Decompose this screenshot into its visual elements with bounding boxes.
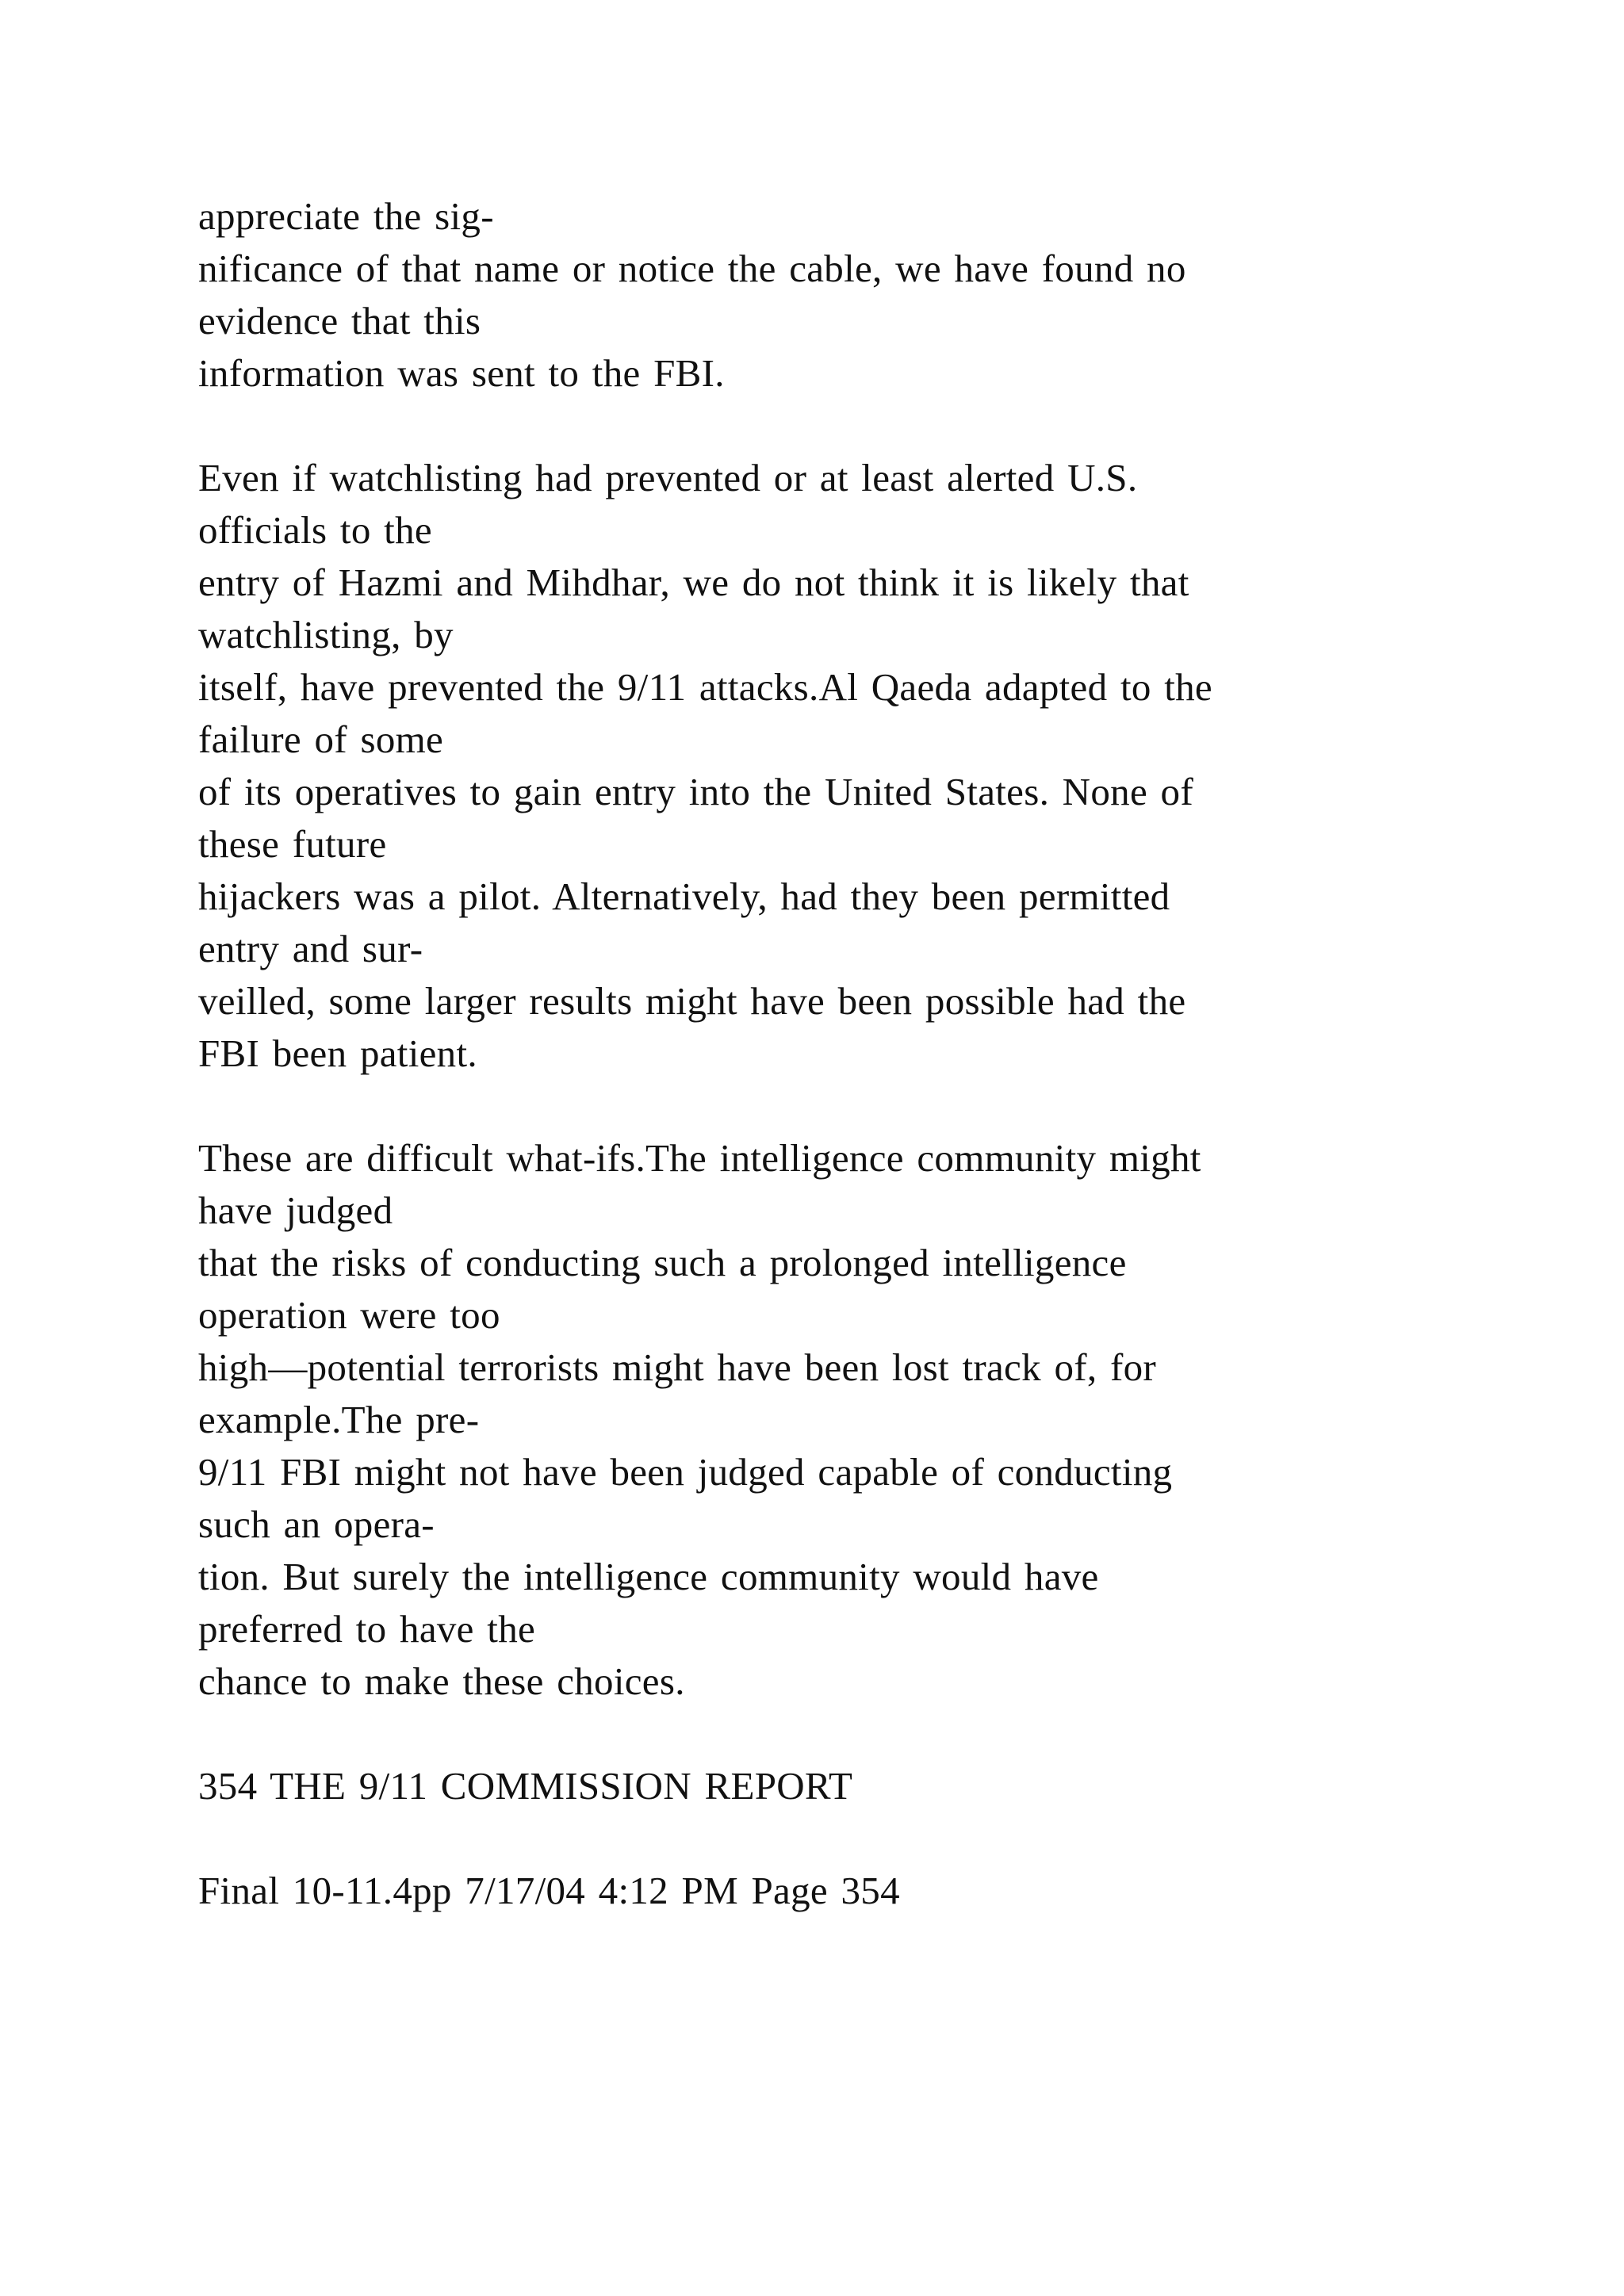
paragraph-3 [198, 1132, 1467, 1708]
text-line: high—potential terrorists might have been lost track of, for [198, 1345, 1157, 1389]
text-line: example.The pre- [198, 1398, 480, 1441]
document-page [198, 190, 1467, 1917]
text-line: These are difficult what-ifs.The intelligence community might [198, 1136, 1201, 1180]
text-line: failure of some [198, 718, 444, 761]
text-line: of its operatives to gain entry into the United States. None of [198, 770, 1193, 813]
text-line: evidence that this [198, 299, 481, 342]
text-line: have judged [198, 1188, 393, 1232]
text-line: nificance of that name or notice the cable, we have found no [198, 247, 1186, 290]
running-footer: 354 THE 9/11 COMMISSION REPORT [198, 1764, 853, 1808]
text-line: itself, have prevented the 9/11 attacks.Al Qaeda adapted to the [198, 665, 1212, 709]
text-line: operation were too [198, 1293, 500, 1337]
text-line: appreciate the sig- [198, 194, 494, 238]
paragraph-2 [198, 452, 1467, 1080]
text-line: chance to make these choices. [198, 1659, 685, 1703]
text-line: tion. But surely the intelligence community would have [198, 1555, 1099, 1598]
text-line: Even if watchlisting had prevented or at least alerted U.S. [198, 456, 1138, 499]
paragraph-spacer [198, 400, 1467, 452]
text-line: such an opera- [198, 1502, 435, 1546]
text-line: officials to the [198, 508, 432, 552]
paragraph-spacer [198, 1080, 1467, 1132]
paragraph-spacer [198, 1708, 1467, 1760]
slug-line: Final 10-11.4pp 7/17/04 4:12 PM Page 354 [198, 1869, 900, 1912]
text-line: preferred to have the [198, 1607, 536, 1651]
paragraph-1 [198, 190, 1467, 400]
text-line: these future [198, 822, 387, 866]
text-line: veilled, some larger results might have been possible had the [198, 979, 1186, 1023]
text-line: watchlisting, by [198, 613, 454, 656]
text-line: entry of Hazmi and Mihdhar, we do not think it is likely that [198, 561, 1189, 604]
text-line: FBI been patient. [198, 1031, 477, 1075]
text-line: information was sent to the FBI. [198, 351, 725, 395]
text-line: 9/11 FBI might not have been judged capable of conducting [198, 1450, 1173, 1494]
text-line: that the risks of conducting such a prolonged intelligence [198, 1241, 1127, 1284]
text-line: entry and sur- [198, 927, 423, 970]
text-line: hijackers was a pilot. Alternatively, had they been permitted [198, 874, 1170, 918]
paragraph-spacer [198, 1812, 1467, 1865]
